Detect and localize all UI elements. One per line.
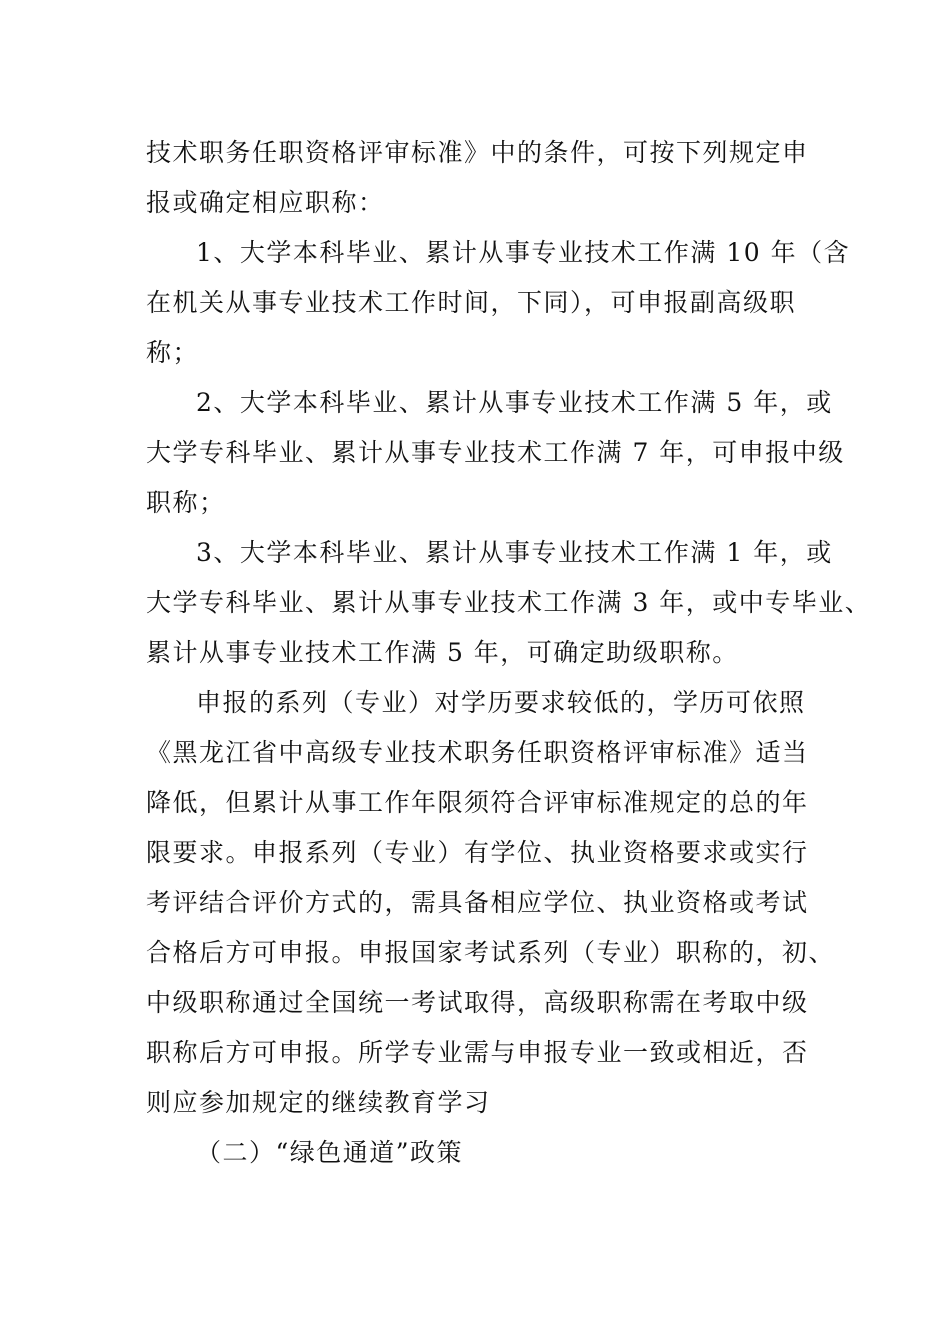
text-line: 大学专科毕业、累计从事专业技术工作满 3 年，或中专毕业、 (146, 588, 872, 617)
section-heading: （二）“绿色通道”政策 (196, 1138, 464, 1167)
text-line: 2、大学本科毕业、累计从事专业技术工作满 5 年，或 (196, 388, 833, 417)
text-line: 中级职称通过全国统一考试取得，高级职称需在考取中级 (146, 988, 809, 1017)
text-line: 大学专科毕业、累计从事专业技术工作满 7 年，可申报中级 (146, 438, 845, 467)
text-line: 3、大学本科毕业、累计从事专业技术工作满 1 年，或 (196, 538, 833, 567)
text-line: 在机关从事专业技术工作时间，下同），可申报副高级职 (146, 288, 797, 317)
text-line: 累计从事专业技术工作满 5 年，可确定助级职称。 (146, 638, 739, 667)
text-line: 限要求。申报系列（专业）有学位、执业资格要求或实行 (146, 838, 809, 867)
text-line: 1、大学本科毕业、累计从事专业技术工作满 10 年（含 (196, 238, 851, 267)
text-line: 职称后方可申报。所学专业需与申报专业一致或相近，否 (146, 1038, 809, 1067)
text-line: 申报的系列（专业）对学历要求较低的，学历可依照 (196, 688, 806, 717)
text-line: 报或确定相应职称： (146, 188, 385, 217)
text-line: 合格后方可申报。申报国家考试系列（专业）职称的，初、 (146, 938, 836, 967)
text-line: 降低，但累计从事工作年限须符合评审标准规定的总的年 (146, 788, 809, 817)
text-line: 职称； (146, 488, 226, 517)
text-line: 则应参加规定的继续教育学习 (146, 1088, 491, 1117)
text-line: 《黑龙江省中高级专业技术职务任职资格评审标准》适当 (146, 738, 809, 767)
text-line: 技术职务任职资格评审标准》中的条件，可按下列规定申 (146, 138, 809, 167)
text-line: 称； (146, 338, 200, 367)
text-line: 考评结合评价方式的，需具备相应学位、执业资格或考试 (146, 888, 809, 917)
